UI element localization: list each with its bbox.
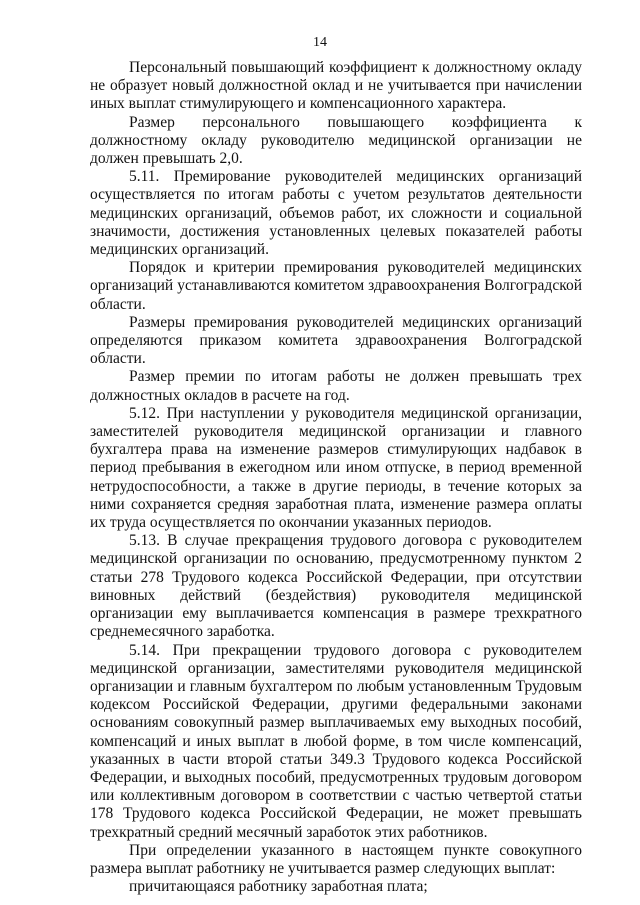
paragraph-5-12: 5.12. При наступлении у руководителя медицинской организации, заместителей руководителя медицинской организации и главного бухгалтера права на изменение размеров стимулирующих надбавок в период пребывания в ежегодном или ином отпуске, в период временной нетрудоспособности, а также в другие периоды, в течение которых за ними сохраняется средняя заработная плата, изменение размера оплаты их труда осуществляется по окончании указанных периодов. <box>90 404 582 532</box>
paragraph-coefficient-limit: Размер персонального повышающего коэффициента к должностному окладу руководителю медицинской организации не должен превышать 2,0. <box>90 113 582 168</box>
document-body <box>90 59 582 896</box>
paragraph-5-11: 5.11. Премирование руководителей медицинских организаций осуществляется по итогам работы с учетом результатов деятельности медицинских организаций, объемов работ, их сложности и социальной значимости, достижения установленных целевых показателей работы медицинских организаций. <box>90 168 582 259</box>
paragraph-5-14: 5.14. При прекращении трудового договора с руководителем медицинской организации, заместителями руководителя медицинской организации и главным бухгалтером по любым установленным Трудовым кодексом Российской Федерации, другими федеральными законами основаниям совокупный размер выплачиваемых ему выходных пособий, компенсаций и иных выплат в любой форме, в том числе компенсаций, указанных в части второй статьи 349.3 Трудового кодекса Российской Федерации, и выходных пособий, предусмотренных трудовым договором или коллективным договором в соответствии с частью четвертой статьи 178 Трудового кодекса Российской Федерации, не может превышать трехкратный средний месячный заработок этих работников. <box>90 641 582 841</box>
paragraph-total-determination: При определении указанного в настоящем пункте совокупного размера выплат работнику не учитывается размер следующих выплат: <box>90 841 582 877</box>
paragraph-salary-item: причитающаяся работнику заработная плата; <box>129 878 428 896</box>
paragraph-bonus-limit: Размер премии по итогам работы не должен превышать трех должностных окладов в расчете на год. <box>90 368 582 404</box>
paragraph-5-13: 5.13. В случае прекращения трудового договора с руководителем медицинской организации по основанию, предусмотренному пунктом 2 статьи 278 Трудового кодекса Российской Федерации, при отсутствии виновных действий (бездействия) руководителя медицинской организации ему выплачивается компенсация в размере трехкратного среднемесячного заработка. <box>90 532 582 641</box>
page-number: 14 <box>313 35 327 50</box>
paragraph-bonus-size: Размеры премирования руководителей медицинских организаций определяются приказом комитета здравоохранения Волгоградской области. <box>90 313 582 368</box>
paragraph-coefficient-note: Персональный повышающий коэффициент к должностному окладу не образует новый должностной оклад и не учитывается при начислении иных выплат стимулирующего и компенсационного характера. <box>90 59 582 113</box>
paragraph-bonus-criteria: Порядок и критерии премирования руководителей медицинских организаций устанавливаются комитетом здравоохранения Волгоградской области. <box>90 259 582 313</box>
